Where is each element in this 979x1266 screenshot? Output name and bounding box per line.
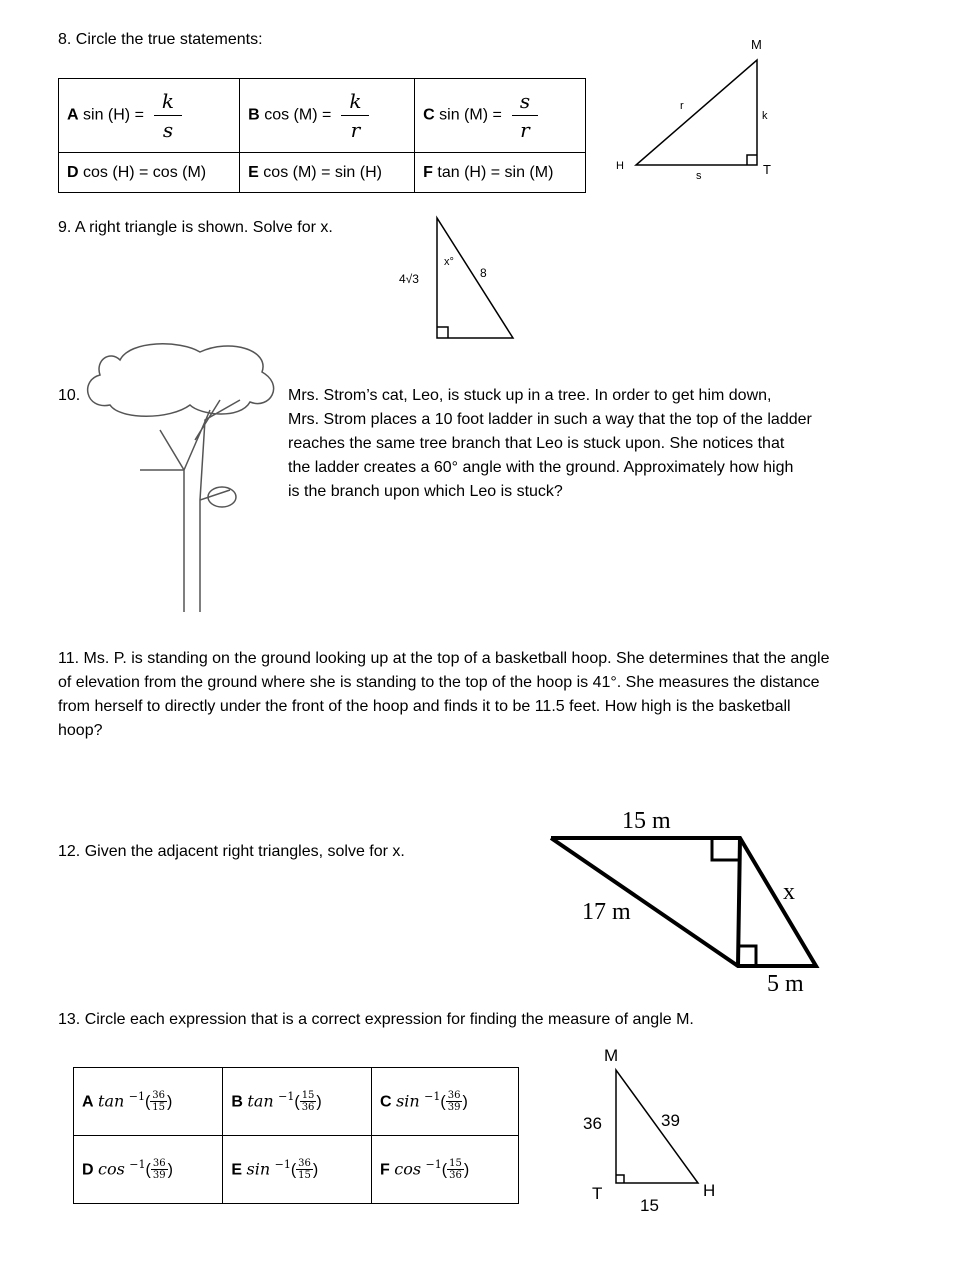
q9-prompt: 9. A right triangle is shown. Solve for x. — [58, 219, 333, 236]
q12-prompt: 12. Given the adjacent right triangles, solve for x. — [58, 843, 405, 860]
q12-x-label: x — [783, 879, 795, 905]
q13-option-a[interactable]: A tan $^{-1}$( $\frac{36}{15}$ ) — [74, 1068, 223, 1136]
q13-option-c[interactable]: C sin $^{-1}$( $\frac{36}{39}$ ) — [372, 1068, 519, 1136]
label-r: r — [680, 100, 684, 112]
q8-option-b[interactable]: B cos (M) = $\frac{k}{r}$ — [240, 79, 415, 153]
q8-option-a[interactable]: A sin (H) = $\frac{k}{s}$ — [59, 79, 240, 153]
q13-label-leg: 36 — [583, 1114, 602, 1133]
tree-illustration — [88, 344, 274, 612]
q12-bottom-label: 5 m — [767, 971, 804, 997]
q13-label-hyp: 39 — [661, 1111, 680, 1130]
q13-option-f[interactable]: F cos $^{-1}$( $\frac{15}{36}$ ) — [372, 1136, 519, 1204]
q9-side: 4√3 — [399, 272, 419, 286]
q9-angle: x° — [444, 256, 454, 268]
q12-top-label: 15 m — [622, 808, 671, 834]
q13-option-e[interactable]: E sin $^{-1}$( $\frac{36}{15}$ ) — [223, 1136, 372, 1204]
q8-option-f[interactable]: F tan (H) = sin (M) — [415, 153, 586, 193]
q13-prompt: 13. Circle each expression that is a correct expression for finding the measure of angle M. — [58, 1011, 694, 1028]
q13-option-b[interactable]: B tan $^{-1}$( $\frac{15}{36}$ ) — [223, 1068, 372, 1136]
q13-label-h: H — [703, 1181, 716, 1200]
q8-prompt: 8. Circle the true statements: — [58, 31, 263, 48]
q9-triangle — [437, 218, 513, 338]
q13-label-m: M — [604, 1046, 619, 1065]
label-t: T — [763, 162, 771, 177]
q10-number: 10. — [58, 387, 81, 404]
q12-diag-label: 17 m — [582, 899, 631, 925]
q8-option-d[interactable]: D cos (H) = cos (M) — [59, 153, 240, 193]
q13-label-t: T — [592, 1184, 603, 1203]
label-k: k — [762, 110, 768, 122]
q8-triangle — [636, 60, 757, 165]
q13-table — [73, 1067, 519, 1204]
q13-triangle — [616, 1070, 698, 1183]
label-m: M — [751, 37, 762, 52]
q13-label-base: 15 — [640, 1196, 659, 1215]
q13-option-d[interactable]: D cos $^{-1}$( $\frac{36}{39}$ ) — [74, 1136, 223, 1204]
q10-text: Mrs. Strom’s cat, Leo, is stuck up in a tree. In order to get him down, Mrs. Strom places a 10 foot ladder in such a way that the top of the ladder reaches the same tree branch that Leo is stuck upon. She notices that the ladder creates a 60° angle with the ground. Approximately how high is the branch upon which Leo is stuck? — [288, 387, 812, 500]
q8-option-c[interactable]: C sin (M) = $\frac{s}{r}$ — [415, 79, 586, 153]
label-h: H — [616, 160, 624, 172]
label-s: s — [696, 170, 702, 182]
q8-option-e[interactable]: E cos (M) = sin (H) — [240, 153, 415, 193]
q11-text: 11. Ms. P. is standing on the ground looking up at the top of a basketball hoop. She determines that the angle of elevation from the ground where she is standing to the top of the hoop is 41°. She measures the distance from herself to directly under the front of the hoop and finds it to be 11.5 feet. How high is the basketball hoop? — [58, 650, 830, 739]
q9-hyp: 8 — [480, 266, 487, 280]
